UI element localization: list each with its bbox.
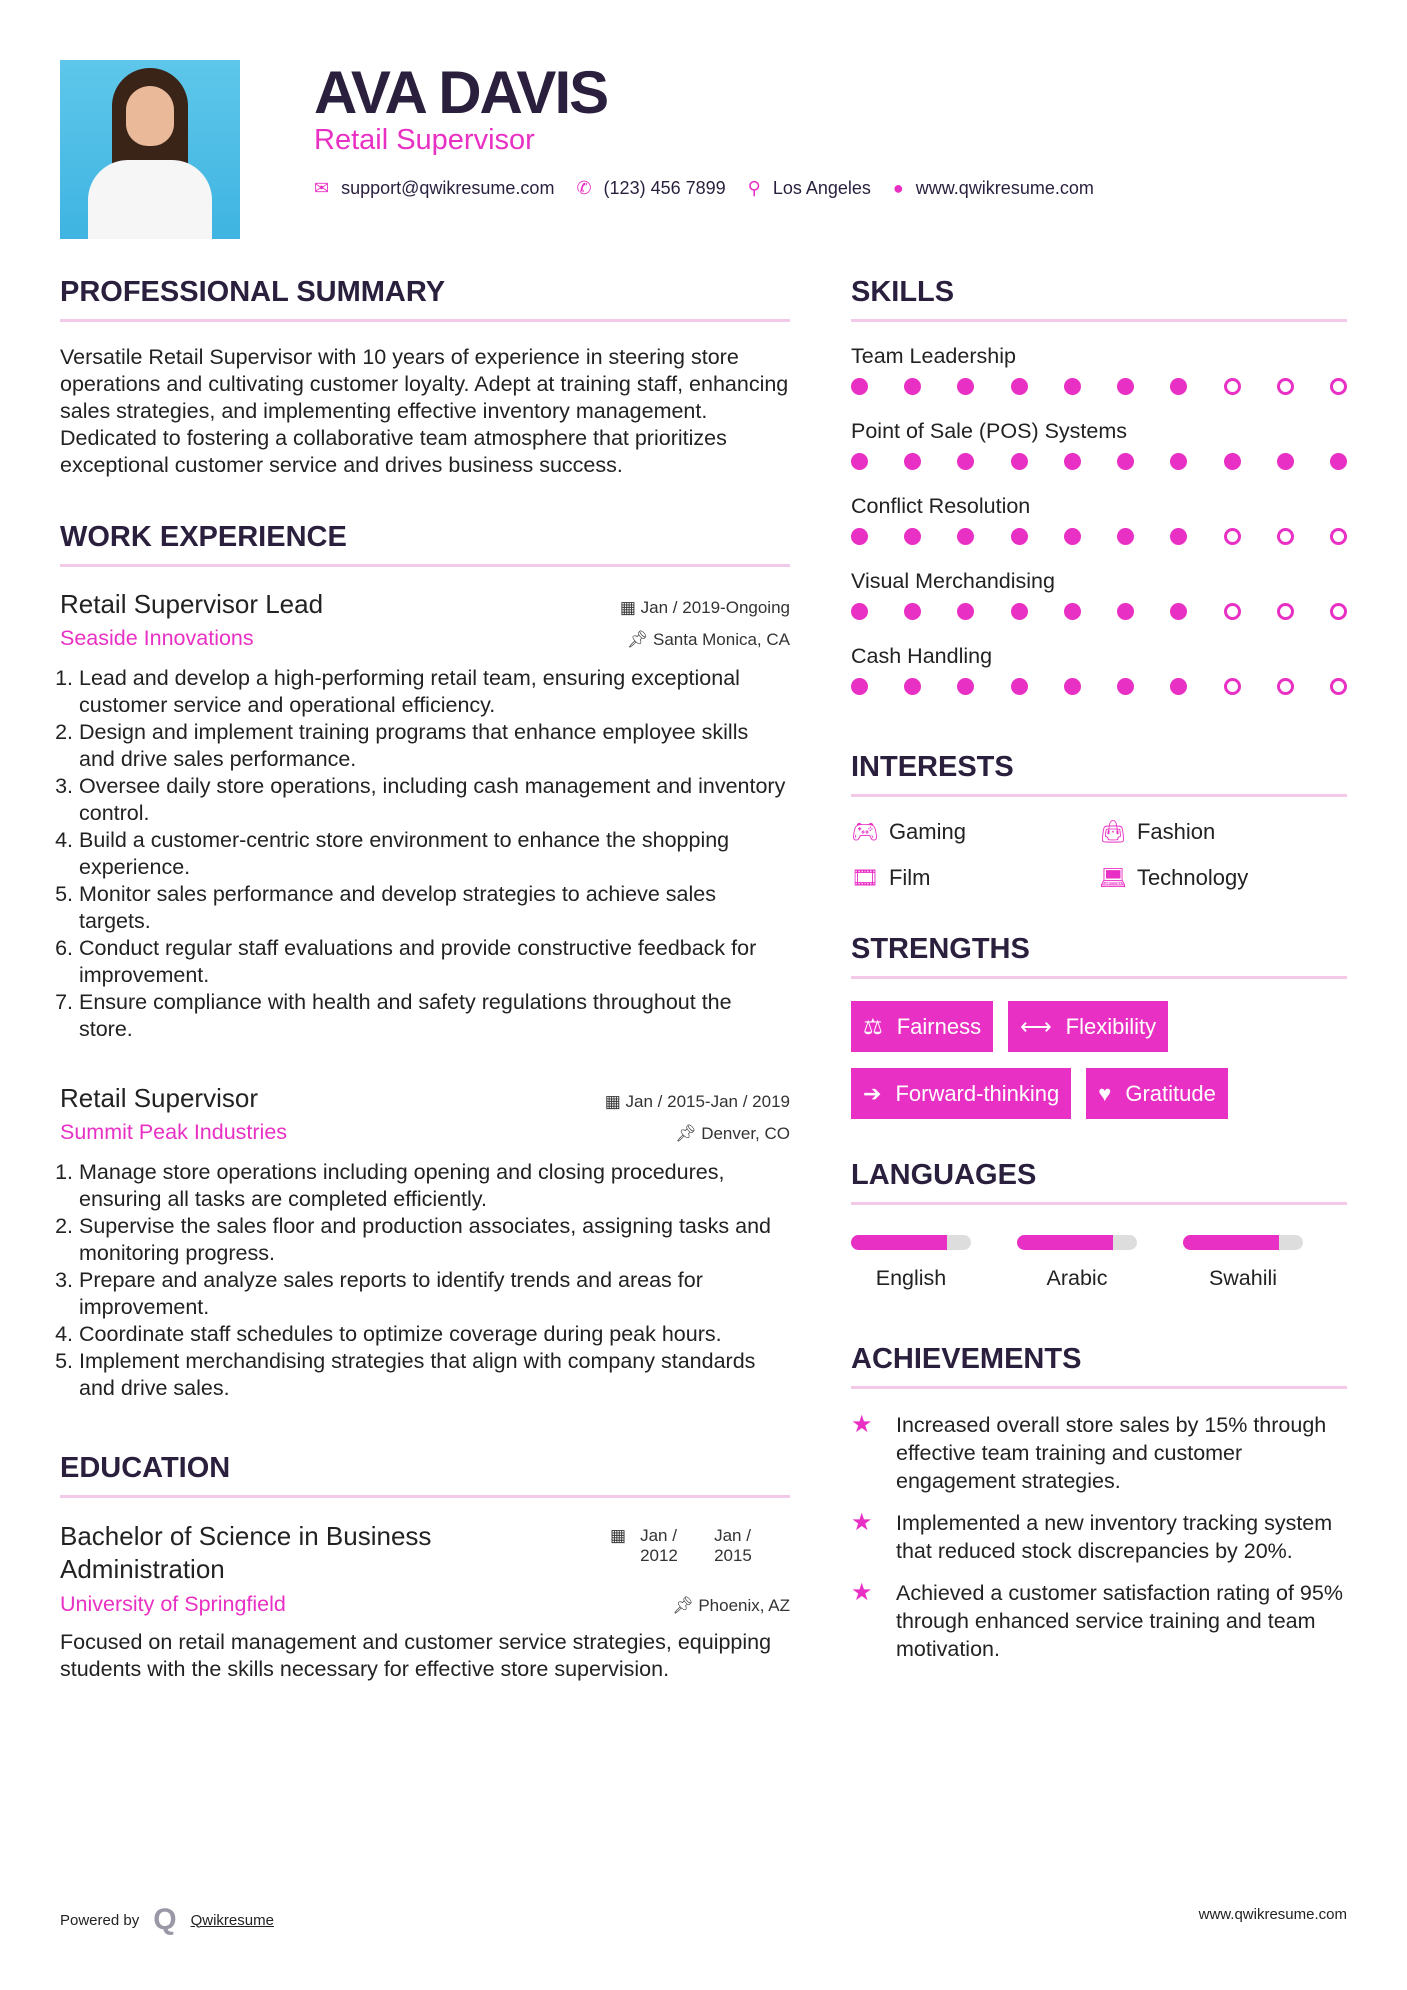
language-bar: [851, 1235, 971, 1250]
section-heading: LANGUAGES: [851, 1159, 1347, 1205]
calendar-icon: ▦: [604, 1092, 626, 1111]
skill-dot: [1011, 378, 1028, 395]
footer-powered-by: [60, 1903, 274, 1937]
bullet: 4. Coordinate staff schedules to optimize coverage during peak hours.: [79, 1321, 790, 1348]
language-item: [851, 1235, 971, 1291]
section-heading: STRENGTHS: [851, 933, 1347, 979]
skill-dot: [1224, 603, 1241, 620]
summary-section: [60, 276, 790, 479]
language-bar-fill: [851, 1235, 947, 1250]
gamepad-icon: 🎮︎: [851, 819, 879, 844]
skill-dot: [957, 528, 974, 545]
achievement-text: Achieved a customer satisfaction rating of 95% through enhanced service training and team motivation.: [896, 1581, 1343, 1661]
summary-text: Versatile Retail Supervisor with 10 years of experience in steering store operations and cultivating customer loyalty. Adept at training staff, enhancing sales strategies, and implementing effective inventory management. Dedicated to fostering a collaborative team atmosphere that prioritizes exceptional customer service and drives business success.: [60, 345, 789, 477]
skill-dot: [1064, 453, 1081, 470]
skill-dot: [1330, 378, 1347, 395]
interest-item: [1099, 819, 1347, 845]
skill-item: [851, 494, 1347, 569]
skill-dot: [1011, 528, 1028, 545]
bullet: 2. Design and implement training programs that enhance employee skills and drive sales performance.: [79, 719, 790, 773]
pin-icon: 📌︎: [672, 1596, 699, 1615]
skill-dot: [1170, 603, 1187, 620]
pin-icon: 📌︎: [626, 630, 653, 649]
brand-link[interactable]: Qwikresume: [190, 1911, 274, 1929]
language-name: Swahili: [1208, 1266, 1278, 1290]
job-bullets: [60, 665, 790, 1043]
bullet: 3. Oversee daily store operations, including cash management and inventory control.: [79, 773, 790, 827]
skill-name: Conflict Resolution: [851, 494, 1031, 518]
bullet: 3. Prepare and analyze sales reports to identify trends and areas for improvement.: [79, 1267, 790, 1321]
globe-icon: ●: [892, 178, 904, 198]
arrow-right-icon: ➔: [863, 1080, 882, 1106]
language-item: [1183, 1235, 1303, 1291]
skill-dot: [957, 603, 974, 620]
footer-website[interactable]: www.qwikresume.com: [1198, 1906, 1347, 1923]
skill-dot: [904, 453, 921, 470]
skills-section: [851, 276, 1347, 719]
interest-item: [851, 819, 1099, 845]
language-bar: [1017, 1235, 1137, 1250]
interest-label: Fashion: [1136, 819, 1216, 844]
start-date: Jan / 2012: [640, 1526, 678, 1565]
skill-dot: [1064, 678, 1081, 695]
balance-scale-icon: ⚖: [863, 1013, 883, 1039]
language-bar-fill: [1183, 1235, 1279, 1250]
skill-rating: [851, 603, 1347, 620]
strength-chip: [851, 1001, 993, 1052]
school: University of Springfield: [60, 1592, 286, 1616]
shopping-bag-icon: 👜︎: [1099, 819, 1127, 844]
achievement-item: [851, 1509, 1347, 1565]
language-name: English: [875, 1266, 947, 1290]
powered-by-label: Powered by: [60, 1911, 140, 1929]
qwikresume-logo-icon: Q: [153, 1903, 177, 1936]
job-title: Retail Supervisor: [314, 124, 535, 156]
map-pin-icon: ⚲: [747, 178, 761, 198]
contact-bar: [314, 178, 1116, 199]
skill-dot: [1277, 678, 1294, 695]
bullet: 2. Supervise the sales floor and production associates, assigning tasks and monitoring progress.: [79, 1213, 790, 1267]
job-location: 📌︎ Denver, CO: [674, 1124, 790, 1143]
interest-label: Technology: [1136, 865, 1249, 890]
skill-dot: [1064, 528, 1081, 545]
company: Seaside Innovations: [60, 626, 254, 650]
bullet: 6. Conduct regular staff evaluations and provide constructive feedback for improvement.: [79, 935, 790, 989]
skill-rating: [851, 453, 1347, 470]
skill-dot: [957, 453, 974, 470]
skill-dot: [904, 528, 921, 545]
skill-item: [851, 644, 1347, 719]
envelope-icon: ✉: [314, 178, 330, 198]
skill-dot: [1117, 603, 1134, 620]
skill-dot: [1170, 453, 1187, 470]
skill-dot: [1330, 453, 1347, 470]
section-heading: EDUCATION: [60, 1452, 790, 1498]
skill-rating: [851, 528, 1347, 545]
job-title: Retail Supervisor: [60, 1083, 258, 1113]
bullet: 1. Lead and develop a high-performing retail team, ensuring exceptional customer service and operational efficiency.: [79, 665, 790, 719]
job-entry: [60, 589, 790, 1043]
degree: Bachelor of Science in Business Administration: [60, 1521, 432, 1584]
bullet: 5. Monitor sales performance and develop strategies to achieve sales targets.: [79, 881, 790, 935]
job-title: Retail Supervisor Lead: [60, 589, 324, 619]
experience-section: [60, 521, 790, 1402]
job-dates: ▦ Jan / 2019-Ongoing: [619, 598, 790, 617]
interest-label: Film: [888, 865, 931, 890]
language-item: [1017, 1235, 1137, 1291]
skill-dot: [1064, 603, 1081, 620]
education-location: 📌︎ Phoenix, AZ: [672, 1596, 790, 1615]
skill-dot: [1330, 603, 1347, 620]
job-location: 📌︎ Santa Monica, CA: [626, 630, 790, 649]
left-column: [60, 276, 790, 1683]
bullet: 4. Build a customer-centric store environment to enhance the shopping experience.: [79, 827, 790, 881]
section-heading: WORK EXPERIENCE: [60, 521, 790, 567]
bullet: 1. Manage store operations including opening and closing procedures, ensuring all tasks are completed efficiently.: [79, 1159, 790, 1213]
skill-dot: [1224, 678, 1241, 695]
strength-label: Forward-thinking: [895, 1080, 1060, 1106]
star-icon: ★: [851, 1509, 873, 1536]
language-bar: [1183, 1235, 1303, 1250]
achievement-item: [851, 1579, 1347, 1663]
skill-dot: [1011, 678, 1028, 695]
skill-dot: [904, 678, 921, 695]
website[interactable]: www.qwikresume.com: [915, 178, 1094, 198]
skill-dot: [1170, 378, 1187, 395]
calendar-icon: ▦: [619, 598, 641, 617]
education-dates: [610, 1526, 790, 1566]
skill-rating: [851, 378, 1347, 395]
right-column: [851, 276, 1347, 1677]
skill-dot: [851, 603, 868, 620]
skill-dot: [1064, 378, 1081, 395]
skill-name: Point of Sale (POS) Systems: [851, 419, 1128, 443]
strength-chip: [1086, 1068, 1228, 1119]
skill-dot: [851, 528, 868, 545]
achievement-item: [851, 1411, 1347, 1495]
skill-dot: [904, 378, 921, 395]
location: Los Angeles: [772, 178, 871, 198]
skill-dot: [957, 678, 974, 695]
section-heading: PROFESSIONAL SUMMARY: [60, 276, 790, 322]
skill-item: [851, 419, 1347, 494]
skill-item: [851, 344, 1347, 419]
skill-dot: [1224, 453, 1241, 470]
job-entry: [60, 1083, 790, 1402]
language-bar-fill: [1017, 1235, 1113, 1250]
skill-dot: [1330, 528, 1347, 545]
strength-chip: [851, 1068, 1071, 1119]
strengths-section: [851, 933, 1347, 1119]
section-heading: INTERESTS: [851, 751, 1347, 797]
job-bullets: [60, 1159, 790, 1402]
section-heading: ACHIEVEMENTS: [851, 1343, 1347, 1389]
skill-dot: [1170, 528, 1187, 545]
phone-icon: ✆: [576, 178, 592, 198]
star-icon: ★: [851, 1411, 873, 1438]
skill-dot: [851, 453, 868, 470]
skill-dot: [1330, 678, 1347, 695]
strength-label: Gratitude: [1125, 1080, 1216, 1106]
language-name: Arabic: [1046, 1266, 1108, 1290]
skill-rating: [851, 678, 1347, 695]
arrows-horizontal-icon: ⟷: [1020, 1013, 1052, 1039]
skill-dot: [1170, 678, 1187, 695]
skill-dot: [957, 378, 974, 395]
pin-icon: 📌︎: [674, 1124, 702, 1143]
bullet: 5. Implement merchandising strategies that align with company standards and drive sales.: [79, 1348, 790, 1402]
profile-photo: [60, 60, 240, 239]
languages-section: [851, 1159, 1347, 1291]
star-icon: ★: [851, 1579, 873, 1606]
job-dates: ▦ Jan / 2015-Jan / 2019: [604, 1092, 790, 1111]
skill-dot: [1011, 603, 1028, 620]
candidate-name: AVA DAVIS: [314, 59, 608, 126]
bullet: 7. Ensure compliance with health and safety regulations throughout the store.: [79, 989, 790, 1043]
achievement-text: Implemented a new inventory tracking system that reduced stock discrepancies by 20%.: [896, 1511, 1333, 1563]
company: Summit Peak Industries: [60, 1120, 288, 1144]
skill-name: Visual Merchandising: [851, 569, 1055, 593]
interest-item: [1099, 865, 1347, 891]
laptop-icon: 💻︎: [1099, 865, 1127, 890]
phone: (123) 456 7899: [603, 178, 726, 198]
strength-chip: [1008, 1001, 1168, 1052]
skill-dot: [1117, 528, 1134, 545]
film-icon: 🎞︎: [851, 865, 879, 890]
email[interactable]: support@qwikresume.com: [341, 178, 555, 198]
skill-dot: [1277, 453, 1294, 470]
skill-dot: [1117, 678, 1134, 695]
skill-dot: [1011, 453, 1028, 470]
heart-icon: ♥: [1098, 1080, 1112, 1106]
skill-name: Team Leadership: [851, 344, 1016, 368]
skill-dot: [904, 603, 921, 620]
interests-section: [851, 751, 1347, 891]
achievement-text: Increased overall store sales by 15% through effective team training and customer engagement strategies.: [896, 1413, 1327, 1493]
skill-item: [851, 569, 1347, 644]
skill-dot: [1224, 378, 1241, 395]
end-date: Jan / 2015: [714, 1526, 752, 1565]
calendar-icon: ▦: [610, 1526, 627, 1545]
education-text: Focused on retail management and customer service strategies, equipping students with the skills necessary for effective store supervision.: [60, 1630, 772, 1681]
education-section: [60, 1452, 790, 1683]
skill-dot: [1277, 603, 1294, 620]
strength-label: Fairness: [896, 1013, 982, 1039]
section-heading: SKILLS: [851, 276, 1347, 322]
skill-dot: [1224, 528, 1241, 545]
interest-item: [851, 865, 1099, 891]
skill-name: Cash Handling: [851, 644, 993, 668]
skill-dot: [1117, 453, 1134, 470]
achievements-section: [851, 1343, 1347, 1663]
skill-dot: [851, 678, 868, 695]
skill-dot: [1277, 528, 1294, 545]
strength-label: Flexibility: [1065, 1013, 1157, 1039]
skill-dot: [1117, 378, 1134, 395]
skill-dot: [851, 378, 868, 395]
skill-dot: [1277, 378, 1294, 395]
interest-label: Gaming: [888, 819, 966, 844]
